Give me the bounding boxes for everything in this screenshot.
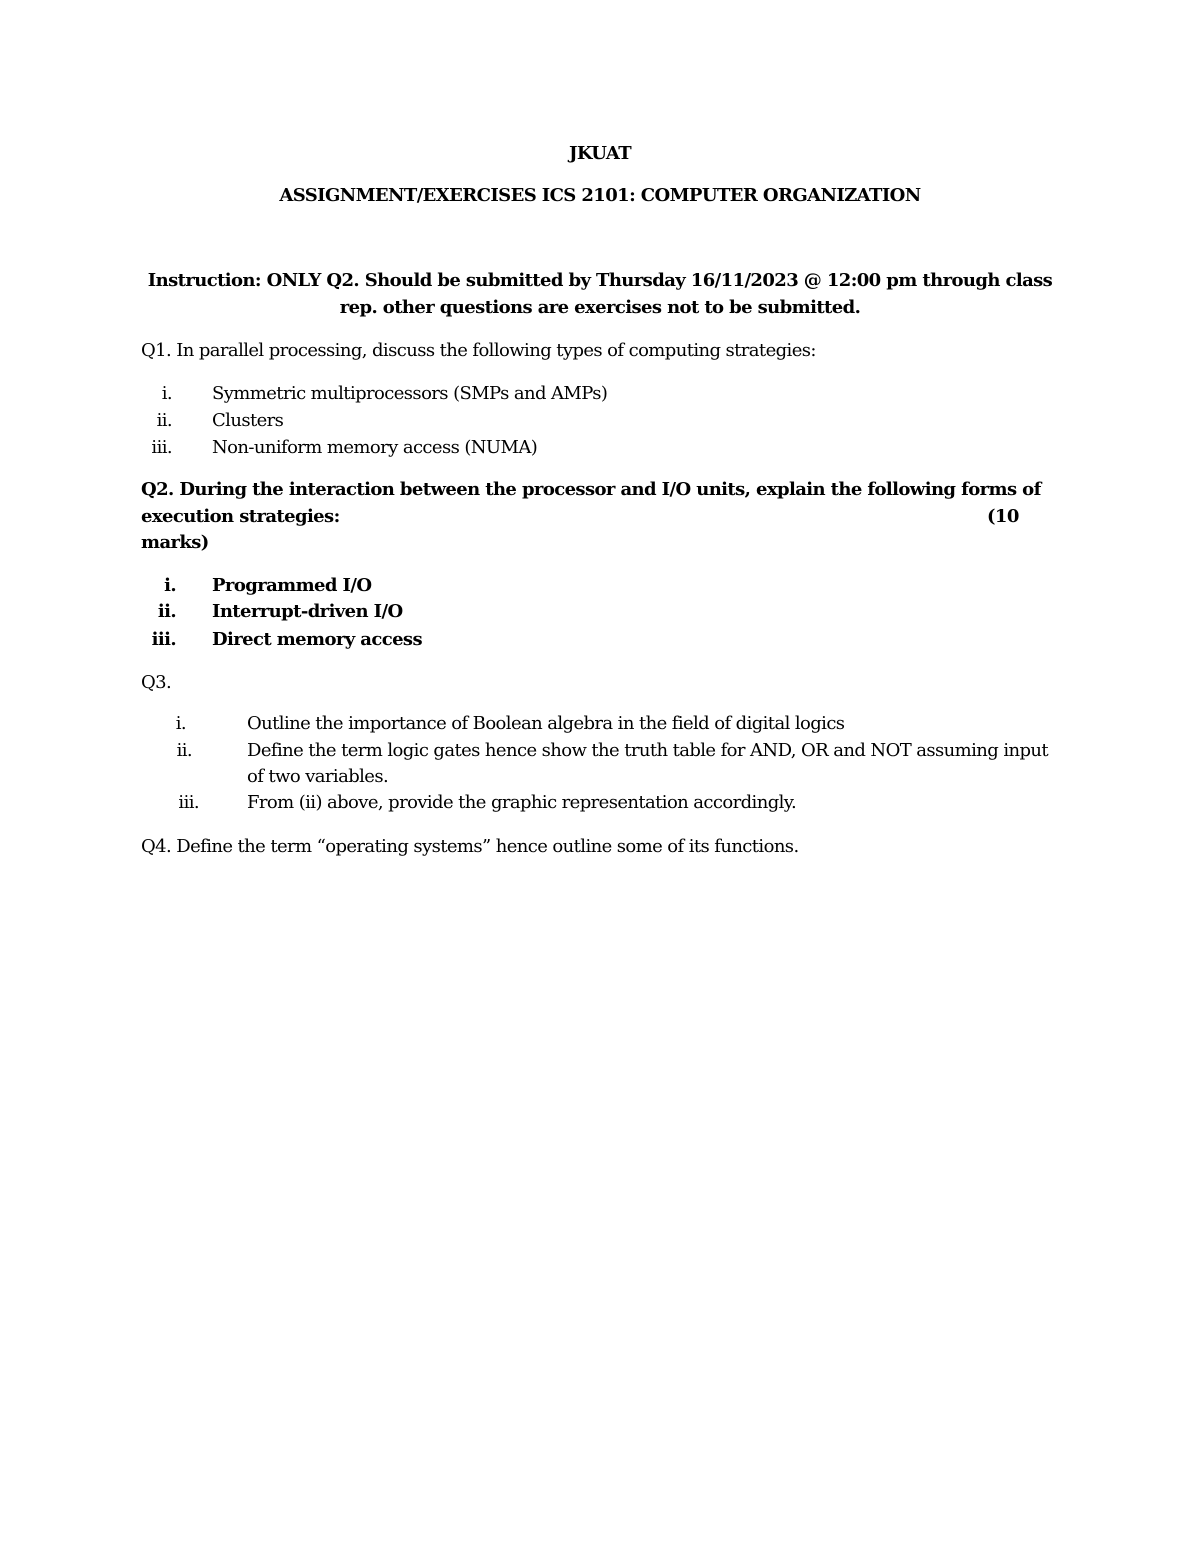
q3-item-2-continuation: of two variables. <box>247 766 389 787</box>
q1-item-2-number: ii. <box>156 410 172 431</box>
assignment-title: ASSIGNMENT/EXERCISES ICS 2101: COMPUTER ORGANIZATION <box>279 185 921 206</box>
q3-label: Q3. <box>141 672 172 693</box>
q2-prompt-line-2: execution strategies: <box>141 506 340 527</box>
instruction-line-2: rep. other questions are exercises not to be submitted. <box>339 297 861 318</box>
q1-item-1-text: Symmetric multiprocessors (SMPs and AMPs) <box>212 383 608 404</box>
institution-heading: JKUAT <box>568 143 632 164</box>
q4-prompt: Q4. Define the term “operating systems” hence outline some of its functions. <box>141 836 799 857</box>
q1-item-3-number: iii. <box>151 437 172 458</box>
q3-item-1-text: Outline the importance of Boolean algebra in the field of digital logics <box>247 713 845 734</box>
q3-item-1-number: i. <box>175 713 186 734</box>
q2-item-3-text: Direct memory access <box>212 629 422 650</box>
q3-item-2-number: ii. <box>176 740 192 761</box>
instruction-line-1: Instruction: ONLY Q2. Should be submitted by Thursday 16/11/2023 @ 12:00 pm through class <box>147 270 1053 291</box>
q2-item-3-number: iii. <box>151 629 176 650</box>
q1-prompt: Q1. In parallel processing, discuss the following types of computing strategies: <box>141 340 816 361</box>
q1-item-1-number: i. <box>161 383 172 404</box>
q2-item-1-number: i. <box>164 575 176 596</box>
q1-item-3-text: Non-uniform memory access (NUMA) <box>212 437 538 458</box>
q2-prompt-line-3: marks) <box>141 532 209 553</box>
q2-marks-open: (10 <box>987 506 1019 527</box>
q2-prompt-line-1: Q2. During the interaction between the processor and I/O units, explain the following forms of <box>141 479 1041 500</box>
q1-item-2-text: Clusters <box>212 410 284 431</box>
q3-item-2-text: Define the term logic gates hence show the truth table for AND, OR and NOT assuming input <box>247 740 1049 761</box>
q3-item-3-text: From (ii) above, provide the graphic representation accordingly. <box>247 792 797 813</box>
q2-item-1-text: Programmed I/O <box>212 575 372 596</box>
q2-item-2-number: ii. <box>157 601 176 622</box>
q3-item-3-number: iii. <box>178 792 199 813</box>
q2-item-2-text: Interrupt-driven I/O <box>212 601 403 622</box>
